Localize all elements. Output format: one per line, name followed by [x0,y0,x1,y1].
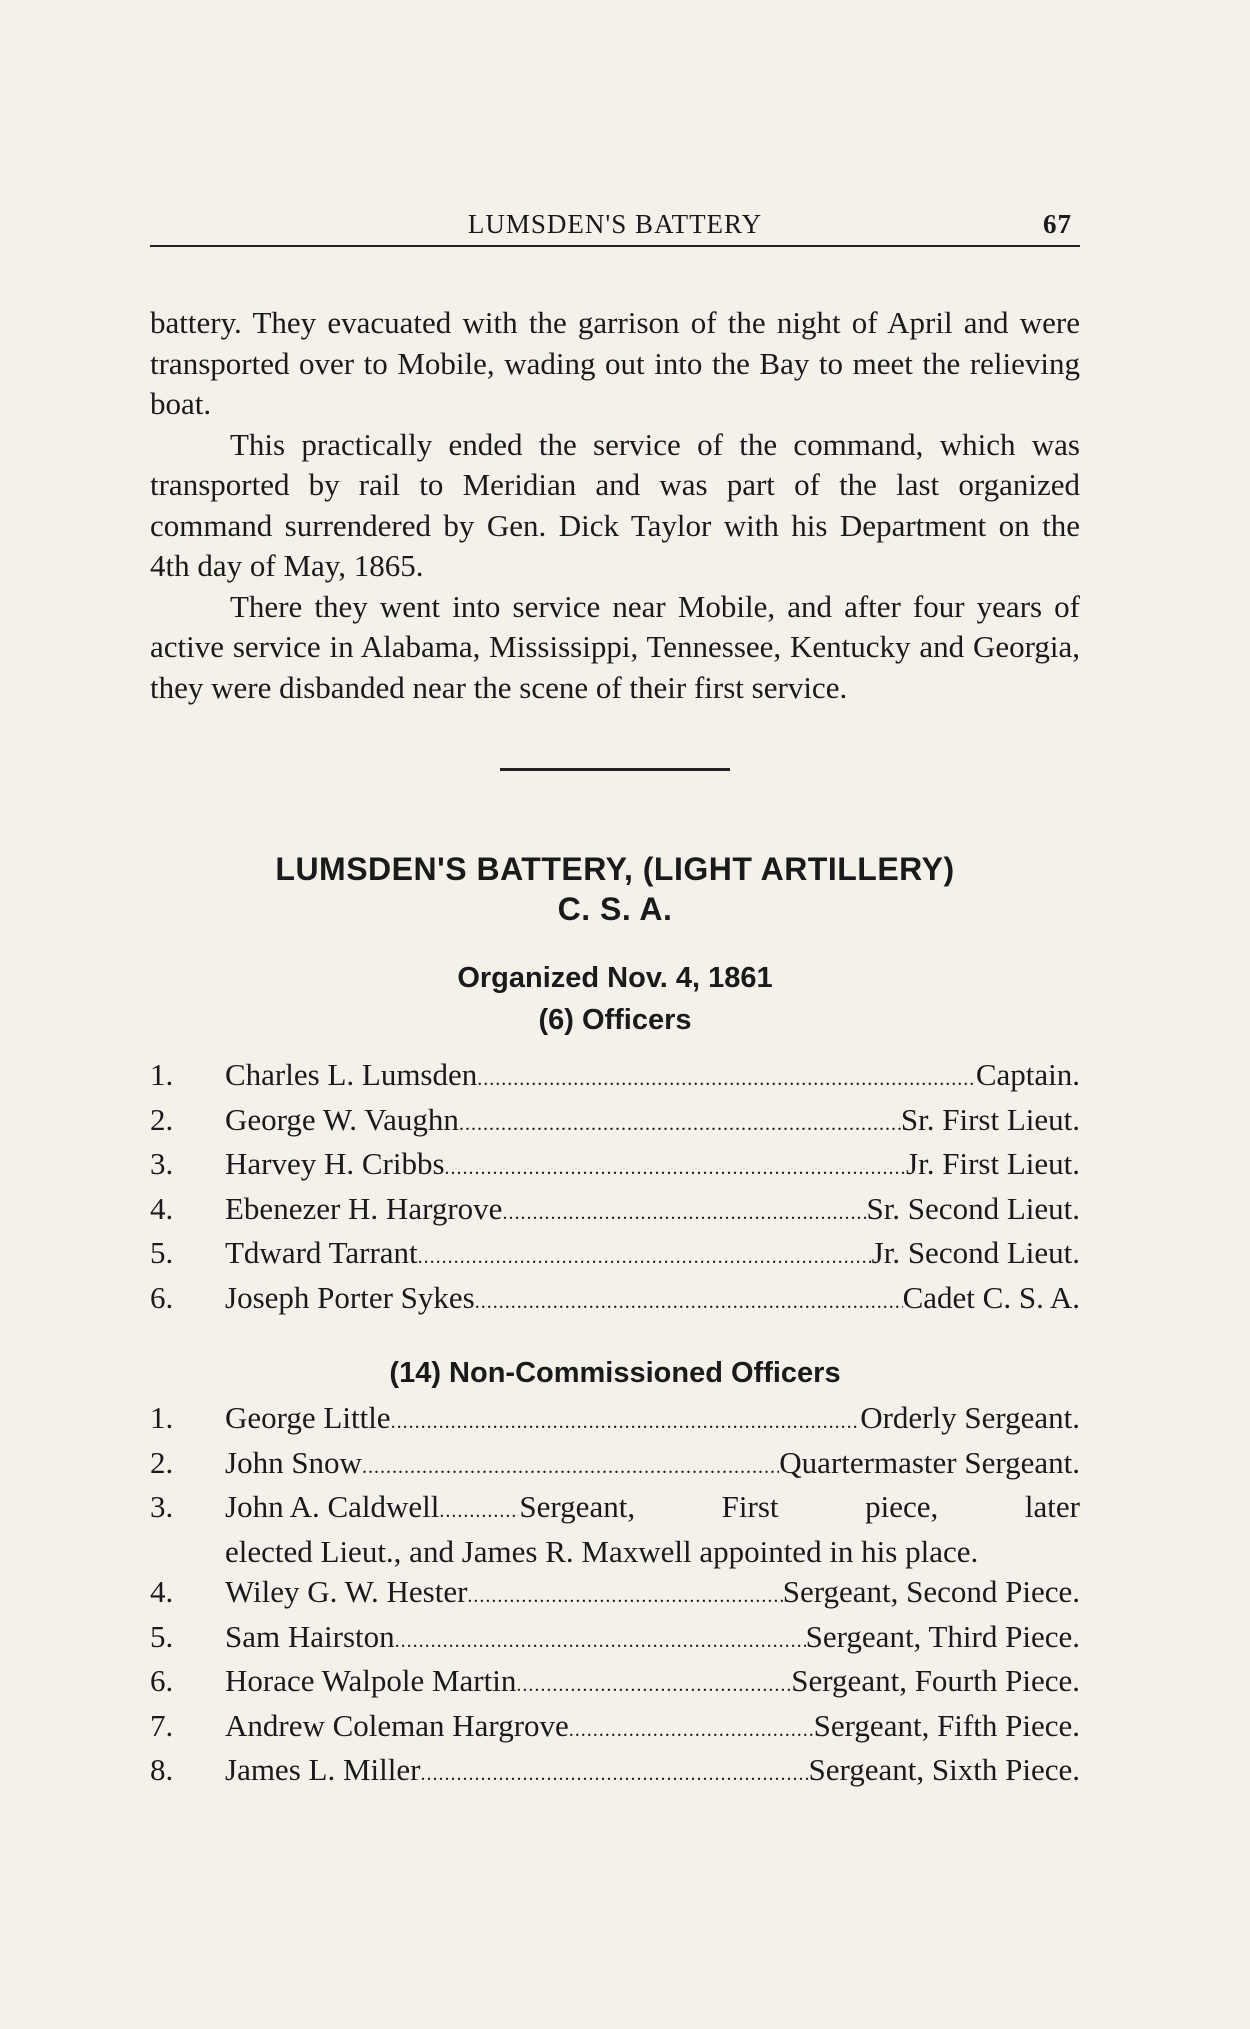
list-item [150,1706,1080,1751]
list-item [150,1398,1080,1443]
person-rank: Sergeant, Third Piece. [805,1618,1080,1654]
dot-leader [477,1059,976,1100]
item-number: 6. [150,1663,174,1698]
person-name: Horace Walpole Martin [225,1663,517,1698]
officers-heading: (6) Officers [538,1004,692,1036]
list-item [150,1189,1080,1234]
item-number: 2. [150,1101,174,1137]
dot-leader [467,1576,782,1617]
person-name: George W. Vaughn [225,1101,459,1137]
dot-leader [475,1282,903,1323]
list-item-continuation: elected Lieut., and James R. Maxwell appointed in his place. [225,1533,979,1569]
paragraph: There they went into service near Mobile, and after four years of active service in Alabama, Mississippi, Tennessee, Kentucky and Georgia, they were disbanded near the scene of their first service. [150,588,1080,705]
dot-leader [395,1621,806,1662]
person-name: Ebenezer H. Hargrove [225,1190,503,1226]
dot-leader [569,1710,814,1751]
person-rank: Jr. Second Lieut. [871,1235,1080,1270]
person-rank: Orderly Sergeant. [860,1400,1080,1435]
person-rank: Sr. Second Lieut. [866,1190,1080,1226]
dot-leader [362,1447,779,1488]
list-item [150,1055,1080,1100]
list-item [150,1617,1080,1662]
person-rank: Sr. First Lieut. [900,1101,1080,1137]
list-item [150,1100,1080,1145]
item-number: 5. [150,1618,174,1654]
running-title: LUMSDEN'S BATTERY [467,209,763,239]
dot-leader [516,1665,791,1706]
paragraph: This practically ended the service of the command, which was transported by rail to Meridian and was part of the last organized command surrendered by Gen. Dick Taylor with his Department on the 4th day of May, 1865. [150,426,1080,583]
organized-date [150,957,1080,1041]
dot-leader [459,1104,901,1145]
person-name: John A. Caldwell [225,1489,440,1524]
dot-leader [418,1237,872,1278]
paragraph: battery. They evacuated with the garrison of the night of April and were transported over to Mobile, wading out into the Bay to meet the relieving boat. [150,305,1080,421]
person-rank: Captain. [975,1057,1080,1092]
person-name: John Snow [225,1444,362,1480]
book-page [150,205,1080,1795]
section-title-line: C. S. A. [557,891,673,927]
person-rank: Sergeant, Second Piece. [782,1574,1080,1609]
list-item [150,1144,1080,1189]
list-item [150,1750,1080,1795]
person-rank: Quartermaster Sergeant. [779,1444,1080,1480]
dot-leader [439,1491,519,1532]
item-number: 4. [150,1190,174,1226]
person-name: Tdward Tarrant [225,1235,418,1270]
person-rank: Sergeant, First piece, later [519,1489,1080,1524]
item-number: 1. [150,1400,174,1435]
list-item [150,1233,1080,1278]
dot-leader [445,1148,907,1189]
person-name: Sam Hairston [225,1618,395,1654]
section-title-line: LUMSDEN'S BATTERY, (LIGHT ARTILLERY) [275,851,955,887]
dot-leader [502,1193,866,1234]
nco-list [150,1398,1080,1795]
person-rank: Sergeant, Fourth Piece. [791,1663,1080,1698]
item-number: 2. [150,1444,174,1480]
page-number: 67 [1043,209,1072,239]
person-name: Harvey H. Cribbs [225,1146,445,1181]
body-text [150,303,1080,708]
list-item [150,1443,1080,1488]
officers-list [150,1055,1080,1322]
organized-line: Organized Nov. 4, 1861 [457,962,773,994]
section-title [150,849,1080,929]
list-item [150,1487,1080,1532]
nco-heading: (14) Non-Commissioned Officers [389,1357,841,1389]
list-item [150,1572,1080,1617]
dot-leader [391,1402,861,1443]
person-rank: Sergeant, Fifth Piece. [813,1707,1080,1743]
item-number: 3. [150,1146,174,1181]
item-number: 1. [150,1057,174,1092]
item-number: 4. [150,1574,174,1609]
item-number: 3. [150,1489,174,1524]
person-name: James L. Miller [225,1752,421,1787]
person-rank: Sergeant, Sixth Piece. [808,1752,1080,1787]
item-number: 7. [150,1707,174,1743]
person-name: Andrew Coleman Hargrove [225,1707,569,1743]
list-item [150,1278,1080,1323]
person-name: George Little [225,1400,391,1435]
item-number: 6. [150,1279,174,1315]
person-rank: Jr. First Lieut. [906,1146,1080,1181]
item-number: 8. [150,1752,174,1787]
list-item [150,1661,1080,1706]
person-rank: Cadet C. S. A. [902,1279,1080,1315]
item-number: 5. [150,1235,174,1270]
person-name: Joseph Porter Sykes [225,1279,475,1315]
section-divider [500,768,730,771]
running-header [150,205,1080,247]
dot-leader [420,1754,808,1795]
person-name: Charles L. Lumsden [225,1057,478,1092]
person-name: Wiley G. W. Hester [225,1574,468,1609]
